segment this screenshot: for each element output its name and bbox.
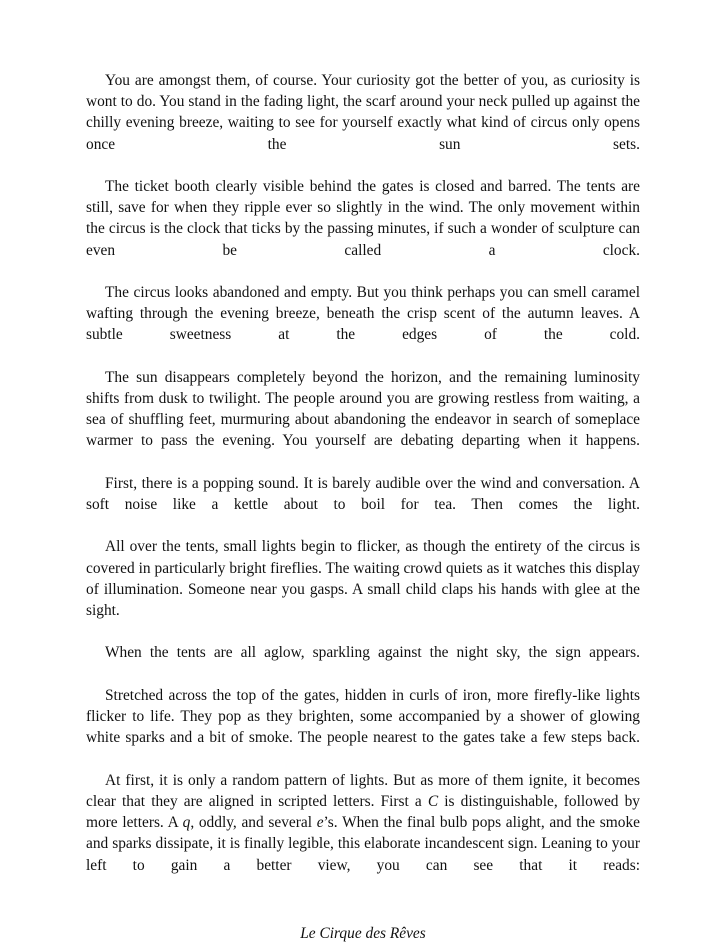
paragraph: Stretched across the top of the gates, hidden in curls of iron, more firefly-like lights flicker to life. They pop as they brighten, some accompanied by a shower of glowing white sparks and a bit of smoke. The people nearest to the gates take a few steps back. [86, 686, 640, 747]
paragraph-final [86, 770, 640, 897]
paragraph: You are amongst them, of course. Your curiosity got the better of you, as curiosity is wont to do. You stand in the fading light, the scarf around your neck pulled up against the chilly evening breeze, waiting to see for yourself exactly what kind of circus only opens once the sun sets. [86, 72, 640, 153]
paragraph: All over the tents, small lights begin to flicker, as though the entirety of the circus is covered in particularly bright fireflies. The waiting crowd quiets as it watches this display of illumination. Someone near you gasps. A small child claps his hands with glee at the sight. [86, 538, 640, 620]
final-text-part-2: is distinguishable, followed by more letters. A [86, 792, 640, 832]
final-text-part-1: At first, it is only a random pattern of lights. But as more of them ignite, it becomes clear that they are aligned in scripted letters. First a [86, 771, 640, 810]
italic-letter-c: C [427, 792, 439, 810]
prose-text-block [86, 70, 640, 944]
final-text-part-3: , oddly, and several [190, 814, 317, 832]
final-text-part-4: ’s. When the final bulb pops alight, and the smoke and sparks dissipate, it is finally legible, this elaborate incandescent sign. Leaning to your left to gain a better view, you can see that it reads: [86, 814, 640, 874]
paragraph: The ticket booth clearly visible behind the gates is closed and barred. The tents are still, save for when they ripple ever so slightly in the wind. The only movement within the circus is the clock that ticks by the passing minutes, if such a wonder of sculpture can even be called a clock. [86, 178, 640, 259]
paragraph: The circus looks abandoned and empty. But you think perhaps you can smell caramel wafting through the evening breeze, beneath the crisp scent of the autumn leaves. A subtle sweetness at the edges of the cold. [86, 284, 640, 344]
paragraph: First, there is a popping sound. It is barely audible over the wind and conversation. A soft noise like a kettle about to boil for tea. Then comes the light. [86, 474, 640, 514]
italic-letter-q: q [182, 814, 191, 832]
italic-letter-e: e [316, 814, 324, 832]
paragraph: When the tents are all aglow, sparkling against the night sky, the sign appears. [105, 644, 640, 662]
circus-sign-line: Le Cirque des Rêves [300, 924, 426, 942]
paragraph: The sun disappears completely beyond the horizon, and the remaining luminosity shifts from dusk to twilight. The people around you are growing restless from waiting, a sea of shuffling feet, murmuring about abandoning the endeavor in search of someplace warmer to pass the evening. You yourself are debating departing when it happens. [86, 368, 640, 450]
